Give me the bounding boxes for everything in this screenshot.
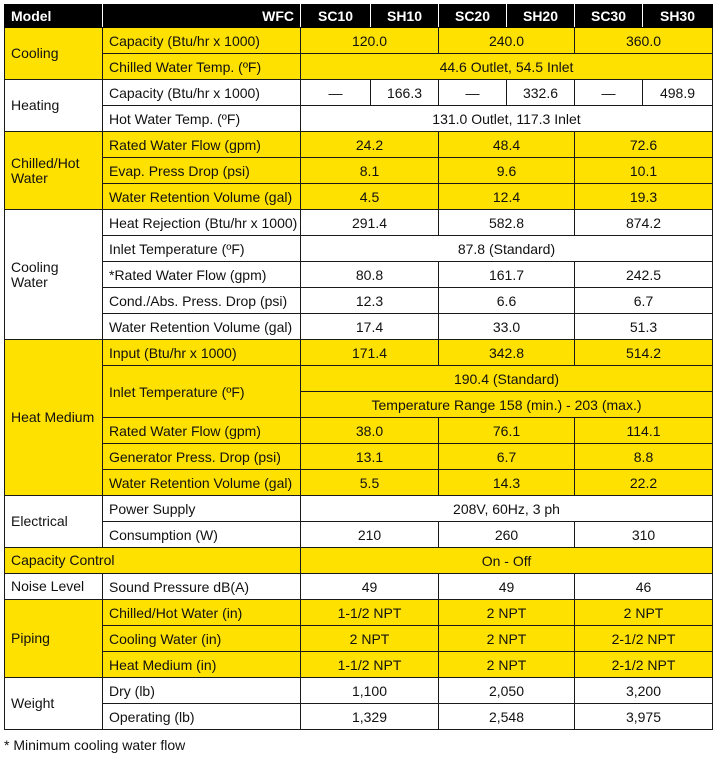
param-label: Operating (lb) <box>103 704 301 730</box>
param-label: Cond./Abs. Press. Drop (psi) <box>103 288 301 314</box>
value-cell: 161.7 <box>439 262 575 288</box>
value-cell: 332.6 <box>507 80 575 106</box>
value-cell: 114.1 <box>575 418 713 444</box>
value-cell: 342.8 <box>439 340 575 366</box>
value-cell: 48.4 <box>439 132 575 158</box>
table-row <box>5 106 713 132</box>
category-weight: Weight <box>5 678 103 730</box>
value-cell: — <box>575 80 643 106</box>
param-label: Evap. Press Drop (psi) <box>103 158 301 184</box>
value-cell: 44.6 Outlet, 54.5 Inlet <box>301 54 713 80</box>
value-cell: 87.8 (Standard) <box>301 236 713 262</box>
category-noise-level: Noise Level <box>5 574 103 600</box>
value-cell: 2 NPT <box>301 626 439 652</box>
value-cell: 874.2 <box>575 210 713 236</box>
value-cell: 2 NPT <box>575 600 713 626</box>
value-cell: 10.1 <box>575 158 713 184</box>
table-row <box>5 704 713 730</box>
table-row <box>5 548 713 574</box>
param-label: Chilled Water Temp. (ºF) <box>103 54 301 80</box>
value-cell: 2 NPT <box>439 652 575 678</box>
param-label: Input (Btu/hr x 1000) <box>103 340 301 366</box>
param-label: Capacity (Btu/hr x 1000) <box>103 80 301 106</box>
table-row <box>5 236 713 262</box>
param-label: Water Retention Volume (gal) <box>103 314 301 340</box>
value-cell: 46 <box>575 574 713 600</box>
value-cell: 8.8 <box>575 444 713 470</box>
value-cell: — <box>439 80 507 106</box>
value-cell: 2 NPT <box>439 600 575 626</box>
table-row <box>5 418 713 444</box>
param-label: Power Supply <box>103 496 301 522</box>
value-cell: 9.6 <box>439 158 575 184</box>
value-cell: 360.0 <box>575 28 713 54</box>
value-cell: 24.2 <box>301 132 439 158</box>
header-sc20: SC20 <box>439 5 507 28</box>
param-label: Water Retention Volume (gal) <box>103 184 301 210</box>
table-row <box>5 80 713 106</box>
table-row <box>5 522 713 548</box>
table-row <box>5 600 713 626</box>
table-row <box>5 366 713 392</box>
category-capacity-control: Capacity Control <box>5 548 301 574</box>
param-label: Rated Water Flow (gpm) <box>103 132 301 158</box>
value-cell: 1-1/2 NPT <box>301 652 439 678</box>
value-cell: 51.3 <box>575 314 713 340</box>
value-cell: 12.3 <box>301 288 439 314</box>
value-cell: Temperature Range 158 (min.) - 203 (max.) <box>301 392 713 418</box>
footnote: * Minimum cooling water flow <box>4 737 186 753</box>
value-cell: 131.0 Outlet, 117.3 Inlet <box>301 106 713 132</box>
value-cell: 310 <box>575 522 713 548</box>
value-cell: 6.7 <box>439 444 575 470</box>
value-cell: 5.5 <box>301 470 439 496</box>
value-cell: On - Off <box>301 548 713 574</box>
value-cell: 260 <box>439 522 575 548</box>
value-cell: 1-1/2 NPT <box>301 600 439 626</box>
table-row <box>5 314 713 340</box>
value-cell: 190.4 (Standard) <box>301 366 713 392</box>
category-electrical: Electrical <box>5 496 103 548</box>
table-row <box>5 444 713 470</box>
header-sh30: SH30 <box>643 5 713 28</box>
value-cell: 19.3 <box>575 184 713 210</box>
table-row <box>5 574 713 600</box>
value-cell: 242.5 <box>575 262 713 288</box>
value-cell: 14.3 <box>439 470 575 496</box>
header-sc30: SC30 <box>575 5 643 28</box>
value-cell: 3,975 <box>575 704 713 730</box>
header-wfc: WFC <box>103 5 301 28</box>
header-sh10: SH10 <box>371 5 439 28</box>
table-row <box>5 288 713 314</box>
param-label: Hot Water Temp. (ºF) <box>103 106 301 132</box>
value-cell: 120.0 <box>301 28 439 54</box>
value-cell: 166.3 <box>371 80 439 106</box>
value-cell: 49 <box>439 574 575 600</box>
value-cell: 1,329 <box>301 704 439 730</box>
value-cell: 2,548 <box>439 704 575 730</box>
value-cell: 6.6 <box>439 288 575 314</box>
value-cell: 8.1 <box>301 158 439 184</box>
param-label: Rated Water Flow (gpm) <box>103 418 301 444</box>
param-label: Cooling Water (in) <box>103 626 301 652</box>
table-row <box>5 626 713 652</box>
value-cell: 6.7 <box>575 288 713 314</box>
table-row <box>5 496 713 522</box>
value-cell: 2 NPT <box>439 626 575 652</box>
param-label: Inlet Temperature (ºF) <box>103 236 301 262</box>
value-cell: 514.2 <box>575 340 713 366</box>
param-label: Generator Press. Drop (psi) <box>103 444 301 470</box>
table-row <box>5 132 713 158</box>
table-row <box>5 678 713 704</box>
category-chilled-hot-water: Chilled/Hot Water <box>5 132 103 210</box>
value-cell: 38.0 <box>301 418 439 444</box>
value-cell: 240.0 <box>439 28 575 54</box>
table-row <box>5 28 713 54</box>
table-row <box>5 54 713 80</box>
param-label: Sound Pressure dB(A) <box>103 574 301 600</box>
value-cell: 2-1/2 NPT <box>575 626 713 652</box>
value-cell: 171.4 <box>301 340 439 366</box>
value-cell: 208V, 60Hz, 3 ph <box>301 496 713 522</box>
table-row <box>5 340 713 366</box>
param-label: Inlet Temperature (ºF) <box>103 366 301 418</box>
value-cell: 4.5 <box>301 184 439 210</box>
value-cell: 582.8 <box>439 210 575 236</box>
value-cell: 49 <box>301 574 439 600</box>
value-cell: 33.0 <box>439 314 575 340</box>
value-cell: 13.1 <box>301 444 439 470</box>
category-piping: Piping <box>5 600 103 678</box>
value-cell: 498.9 <box>643 80 713 106</box>
param-label: Capacity (Btu/hr x 1000) <box>103 28 301 54</box>
category-heat-medium: Heat Medium <box>5 340 103 496</box>
param-label: Dry (lb) <box>103 678 301 704</box>
table-row <box>5 262 713 288</box>
table-row <box>5 470 713 496</box>
category-heating: Heating <box>5 80 103 132</box>
table-row <box>5 184 713 210</box>
value-cell: 3,200 <box>575 678 713 704</box>
value-cell: 76.1 <box>439 418 575 444</box>
value-cell: 22.2 <box>575 470 713 496</box>
value-cell: 210 <box>301 522 439 548</box>
category-cooling-water: Cooling Water <box>5 210 103 340</box>
value-cell: 2-1/2 NPT <box>575 652 713 678</box>
header-sh20: SH20 <box>507 5 575 28</box>
category-cooling: Cooling <box>5 28 103 80</box>
specifications-table <box>4 4 713 730</box>
header-row <box>5 5 713 28</box>
header-sc10: SC10 <box>301 5 371 28</box>
value-cell: 2,050 <box>439 678 575 704</box>
header-model: Model <box>5 5 103 28</box>
value-cell: — <box>301 80 371 106</box>
table-row <box>5 210 713 236</box>
value-cell: 72.6 <box>575 132 713 158</box>
param-label: Water Retention Volume (gal) <box>103 470 301 496</box>
table-row <box>5 652 713 678</box>
param-label: *Rated Water Flow (gpm) <box>103 262 301 288</box>
value-cell: 291.4 <box>301 210 439 236</box>
param-label: Chilled/Hot Water (in) <box>103 600 301 626</box>
table-row <box>5 158 713 184</box>
param-label: Heat Rejection (Btu/hr x 1000) <box>103 210 301 236</box>
param-label: Consumption (W) <box>103 522 301 548</box>
value-cell: 1,100 <box>301 678 439 704</box>
value-cell: 12.4 <box>439 184 575 210</box>
param-label: Heat Medium (in) <box>103 652 301 678</box>
value-cell: 80.8 <box>301 262 439 288</box>
value-cell: 17.4 <box>301 314 439 340</box>
